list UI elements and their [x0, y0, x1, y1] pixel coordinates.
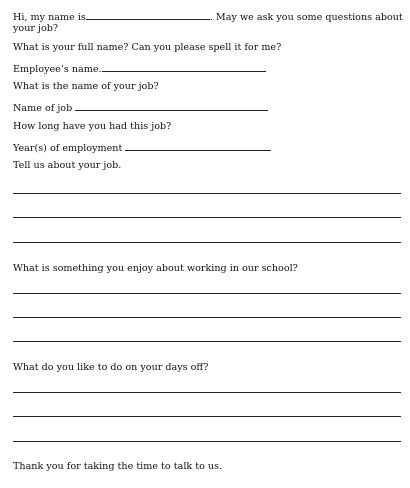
question-full-name: What is your full name? Can you please spell it for me? — [13, 42, 282, 53]
answer-line-days-off-2[interactable] — [13, 416, 401, 417]
question-job-name: What is the name of your job? — [13, 81, 159, 92]
answer-line-days-off-1[interactable] — [13, 392, 401, 393]
answer-line-tell-us-2[interactable] — [13, 217, 401, 218]
employee-name-blank[interactable] — [102, 62, 266, 72]
answer-line-days-off-3[interactable] — [13, 441, 401, 442]
answer-line-enjoy-1[interactable] — [13, 293, 401, 294]
job-name-label: Name of job — [13, 103, 73, 114]
job-name-row — [13, 101, 268, 115]
question-how-long: How long have you had this job? — [13, 121, 172, 132]
closing-text: Thank you for taking the time to talk to us. — [13, 461, 223, 472]
employee-name-row — [13, 62, 266, 76]
intro-line — [13, 10, 403, 24]
employee-name-label: Employee’s name. — [13, 64, 102, 75]
question-enjoy: What is something you enjoy about working in our school? — [13, 263, 298, 274]
answer-line-tell-us-1[interactable] — [13, 193, 401, 194]
intro-text: Hi, my name is — [13, 12, 86, 23]
years-blank[interactable] — [125, 141, 271, 151]
intro-continued: your job? — [13, 23, 59, 34]
intro-question-text: . May we ask you some questions about — [209, 12, 403, 23]
answer-line-enjoy-3[interactable] — [13, 341, 401, 342]
question-days-off: What do you like to do on your days off? — [13, 362, 209, 373]
answer-line-tell-us-3[interactable] — [13, 242, 401, 243]
question-tell-us: Tell us about your job. — [13, 160, 122, 171]
years-row — [13, 141, 271, 155]
interviewer-name-blank[interactable] — [86, 10, 210, 20]
years-label: Year(s) of employment — [13, 143, 123, 154]
job-name-blank[interactable] — [75, 101, 268, 111]
answer-line-enjoy-2[interactable] — [13, 317, 401, 318]
